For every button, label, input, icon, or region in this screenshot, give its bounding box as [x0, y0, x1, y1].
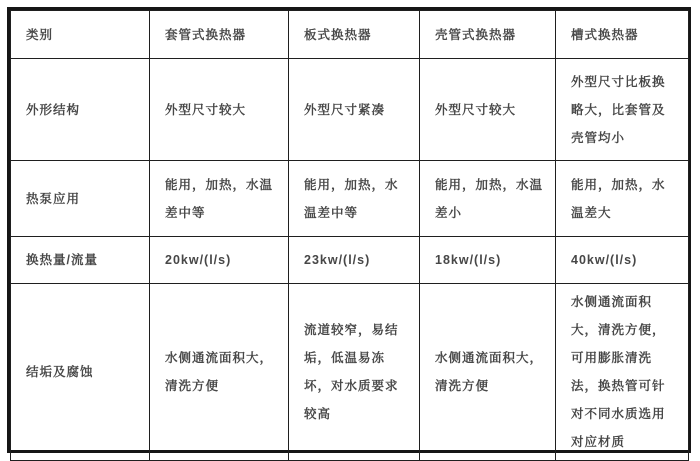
table-row-shape-structure	[11, 59, 689, 161]
table-cell: 23kw/(l/s)	[289, 237, 420, 284]
table-cell: 水侧通流面积大，清洗方便，可用膨胀清洗法，换热管可针对不同水质选用对应材质	[556, 284, 689, 461]
table-cell: 18kw/(l/s)	[420, 237, 556, 284]
table-cell: 能用，加热，水温差中等	[289, 161, 420, 237]
column-header-tube-in-tube: 套管式换热器	[150, 11, 289, 59]
column-header-category: 类别	[11, 11, 150, 59]
header-row	[11, 11, 689, 59]
table-cell: 外型尺寸紧凑	[289, 59, 420, 161]
column-header-trough: 槽式换热器	[556, 11, 689, 59]
heat-exchanger-comparison-table	[7, 7, 691, 453]
row-label-shape-structure: 外形结构	[11, 59, 150, 161]
table-row-heat-pump-application	[11, 161, 689, 237]
column-header-shell-tube: 壳管式换热器	[420, 11, 556, 59]
comparison-table	[10, 10, 689, 461]
table-cell: 20kw/(l/s)	[150, 237, 289, 284]
table-cell: 能用，加热，水温差中等	[150, 161, 289, 237]
table-cell: 外型尺寸较大	[420, 59, 556, 161]
table-cell: 流道较窄，易结垢，低温易冻坏，对水质要求较高	[289, 284, 420, 461]
table-cell: 能用，加热，水温差大	[556, 161, 689, 237]
table-cell: 外型尺寸较大	[150, 59, 289, 161]
table-cell: 水侧通流面积大，清洗方便	[150, 284, 289, 461]
table-row-scaling-corrosion	[11, 284, 689, 461]
table-cell: 水侧通流面积大，清洗方便	[420, 284, 556, 461]
table-cell: 外型尺寸比板换略大，比套管及壳管均小	[556, 59, 689, 161]
table-cell: 能用，加热，水温差小	[420, 161, 556, 237]
row-label-scaling-corrosion: 结垢及腐蚀	[11, 284, 150, 461]
column-header-plate: 板式换热器	[289, 11, 420, 59]
table-row-capacity-flow	[11, 237, 689, 284]
row-label-capacity-flow: 换热量/流量	[11, 237, 150, 284]
row-label-heat-pump-application: 热泵应用	[11, 161, 150, 237]
table-cell: 40kw/(l/s)	[556, 237, 689, 284]
